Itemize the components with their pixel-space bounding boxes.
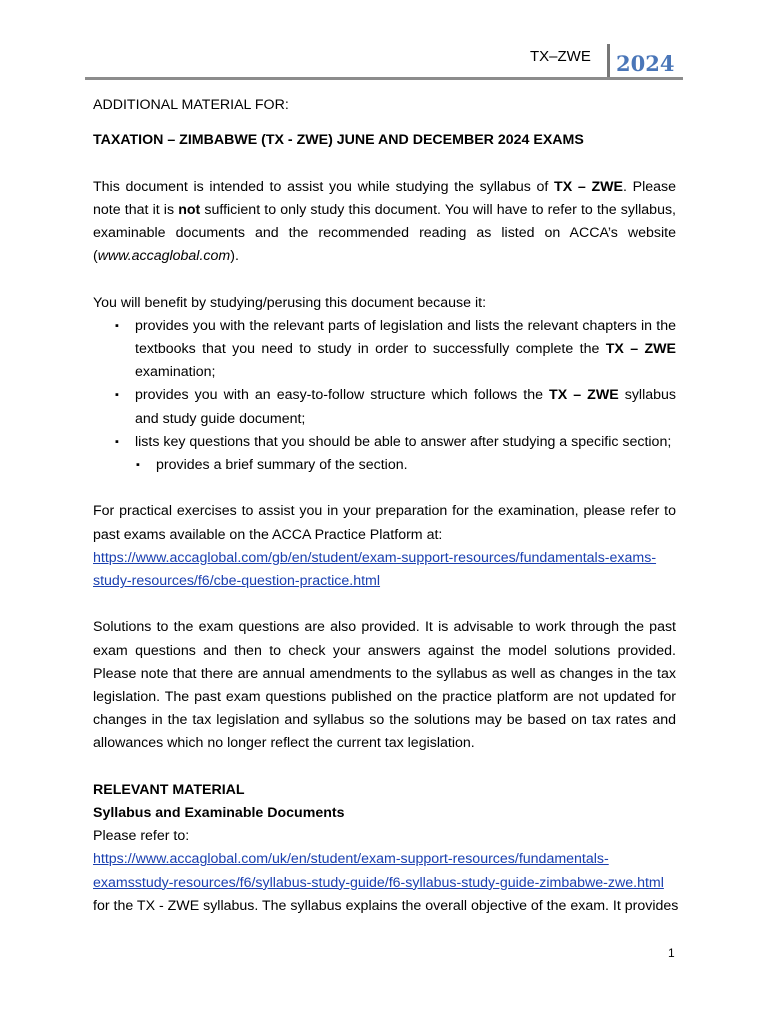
bullet-4-text: provides a brief summary of the section. (156, 457, 408, 474)
syllabus-link-block (93, 848, 676, 894)
intro-bold-2: not (178, 201, 201, 218)
title-line: ADDITIONAL MATERIAL FOR: (93, 97, 289, 113)
practice-link-line2: study-resources/f6/cbe-question-practice.html (93, 573, 381, 590)
header-divider (607, 44, 610, 78)
practice-link-line1: https://www.accaglobal.com/gb/en/student/exam-support-resources/fundamentals-exams- (93, 549, 657, 566)
exam-title: TAXATION – ZIMBABWE (TX - ZWE) JUNE AND DECEMBER 2024 EXAMS (93, 132, 584, 149)
syllabus-description: for the TX - ZWE syllabus. The syllabus explains the overall objective of the exam. It provides (93, 897, 679, 914)
relevant-heading: RELEVANT MATERIAL (93, 781, 245, 798)
bullet-3-text: lists key questions that you should be able to answer after studying a specific section; (135, 433, 672, 450)
intro-bold-1: TX – ZWE (554, 178, 623, 195)
practice-link[interactable] (93, 550, 656, 589)
intro-text-4: ). (230, 248, 239, 265)
bullet-1-end: examination; (135, 364, 216, 381)
relevant-subheading: Syllabus and Examinable Documents (93, 805, 345, 822)
intro-text-3: sufficient to only study this document. You will have to refer to the syllabus, examinable documents and the recommended reading as listed on ACCA’s website ( (93, 201, 677, 265)
practice-paragraph: For practical exercises to assist you in your preparation for the examination, please refer to past exams available on the ACCA Practice Platform at: (93, 503, 676, 543)
intro-text-1: This document is intended to assist you while studying the syllabus of (93, 178, 555, 195)
bullet-2-bold: TX – ZWE (549, 387, 619, 404)
list-item (93, 431, 676, 454)
intro-text-2: . Please note that it is (93, 178, 676, 218)
bullet-2-text: provides you with an easy-to-follow structure which follows the (135, 387, 550, 404)
intro-paragraph (93, 176, 676, 269)
bullet-2-end: syllabus and study guide document; (135, 387, 676, 427)
syllabus-link-line2: examsstudy-resources/f6/syllabus-study-guide/f6-syllabus-study-guide-zimbabwe-zwe.html (93, 874, 664, 891)
document-body (93, 94, 679, 918)
benefit-list (93, 315, 676, 477)
practice-link-block (93, 547, 676, 593)
list-item (93, 315, 676, 385)
bullet-1-text: provides you with the relevant parts of legislation and lists the relevant chapters in the textbooks that you need to study in order to successfully complete the (135, 317, 676, 357)
syllabus-link-line1: https://www.accaglobal.com/uk/en/student/exam-support-resources/fundamentals- (93, 851, 609, 868)
solutions-paragraph: Solutions to the exam questions are also provided. It is advisable to work through the past exam questions and then to check your answers against the model solutions provided. Please note that there are annual amendments to the syllabus as well as changes in the tax legislation. The past exam questions published on the practice platform are not updated for changes in the tax legislation and syllabus so the solutions may be based on tax rates and allowances which no longer reflect the current tax legislation. (93, 619, 676, 752)
refer-text: Please refer to: (93, 828, 190, 845)
page-number: 1 (668, 946, 675, 960)
website-text: www.accaglobal.com (97, 248, 231, 265)
list-item (93, 384, 676, 430)
header-code: TX–ZWE (530, 48, 591, 65)
benefit-intro: You will benefit by studying/perusing this document because it: (93, 294, 487, 311)
bullet-1-bold: TX – ZWE (605, 341, 676, 357)
header-rule (85, 77, 683, 80)
header-year: 2024 (616, 51, 675, 76)
list-item (93, 454, 676, 477)
syllabus-link[interactable] (93, 851, 664, 890)
